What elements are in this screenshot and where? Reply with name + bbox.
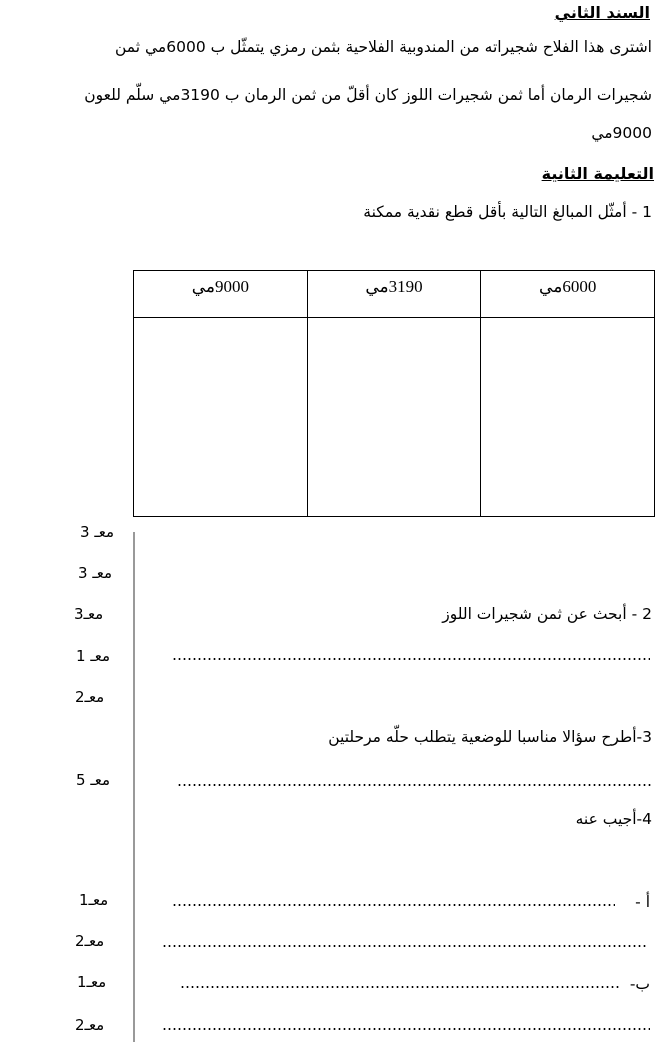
question-2: 2 - أبحث عن ثمن شجيرات اللوز <box>442 605 652 623</box>
amounts-table <box>133 270 655 517</box>
answer-line-a-1[interactable] <box>172 904 615 906</box>
answer-line-q3[interactable] <box>177 784 651 786</box>
answer-line-q2[interactable] <box>172 658 650 660</box>
criteria-mark: معـ 5 <box>76 771 110 789</box>
table-row <box>134 318 655 517</box>
table-header-row <box>134 271 655 318</box>
criteria-divider <box>133 532 135 1042</box>
answer-cell-9000[interactable] <box>134 318 308 517</box>
answer-line-b-1[interactable] <box>180 986 620 988</box>
criteria-mark: معـ1 <box>77 973 107 991</box>
table-header-6000: 6000مي <box>481 271 655 318</box>
table-header-9000: 9000مي <box>134 271 308 318</box>
answer-line-a-2[interactable] <box>162 945 647 947</box>
table-header-3190: 3190مي <box>307 271 481 318</box>
sub-item-a-label: أ - <box>635 893 650 911</box>
question-1: 1 - أمثّل المبالغ التالية بأقل قطع نقدية ممكنة <box>363 203 652 221</box>
criteria-mark: معـ 3 <box>80 523 114 541</box>
instruction-title: التعليمة الثانية <box>541 164 654 183</box>
answer-cell-3190[interactable] <box>307 318 481 517</box>
criteria-mark: معـ1 <box>79 891 109 909</box>
criteria-mark: معـ2 <box>75 1016 105 1034</box>
paragraph-line-3: 9000مي <box>591 124 652 142</box>
paragraph-line-2: شجيرات الرمان أما ثمن شجيرات اللوز كان أقلّ من ثمن الرمان ب 3190مي سلّم للعون <box>84 86 652 104</box>
question-3: 3-أطرح سؤالا مناسبا للوضعية يتطلب حلّه مرحلتين <box>328 728 652 746</box>
answer-line-b-2[interactable] <box>162 1028 650 1030</box>
question-4: 4-أجيب عنه <box>575 810 652 828</box>
section-title: السند الثاني <box>554 3 650 22</box>
criteria-mark: معـ2 <box>75 932 105 950</box>
answer-cell-6000[interactable] <box>481 318 655 517</box>
criteria-mark: معـ2 <box>75 688 105 706</box>
sub-item-b-label: ب- <box>629 975 650 993</box>
criteria-mark: معـ 1 <box>76 647 110 665</box>
criteria-mark: معـ 3 <box>78 564 112 582</box>
paragraph-line-1: اشترى هذا الفلاح شجيراته من المندوبية الفلاحية بثمن رمزي يتمثّل ب 6000مي ثمن <box>115 38 652 56</box>
criteria-mark: معـ3 <box>74 605 104 623</box>
